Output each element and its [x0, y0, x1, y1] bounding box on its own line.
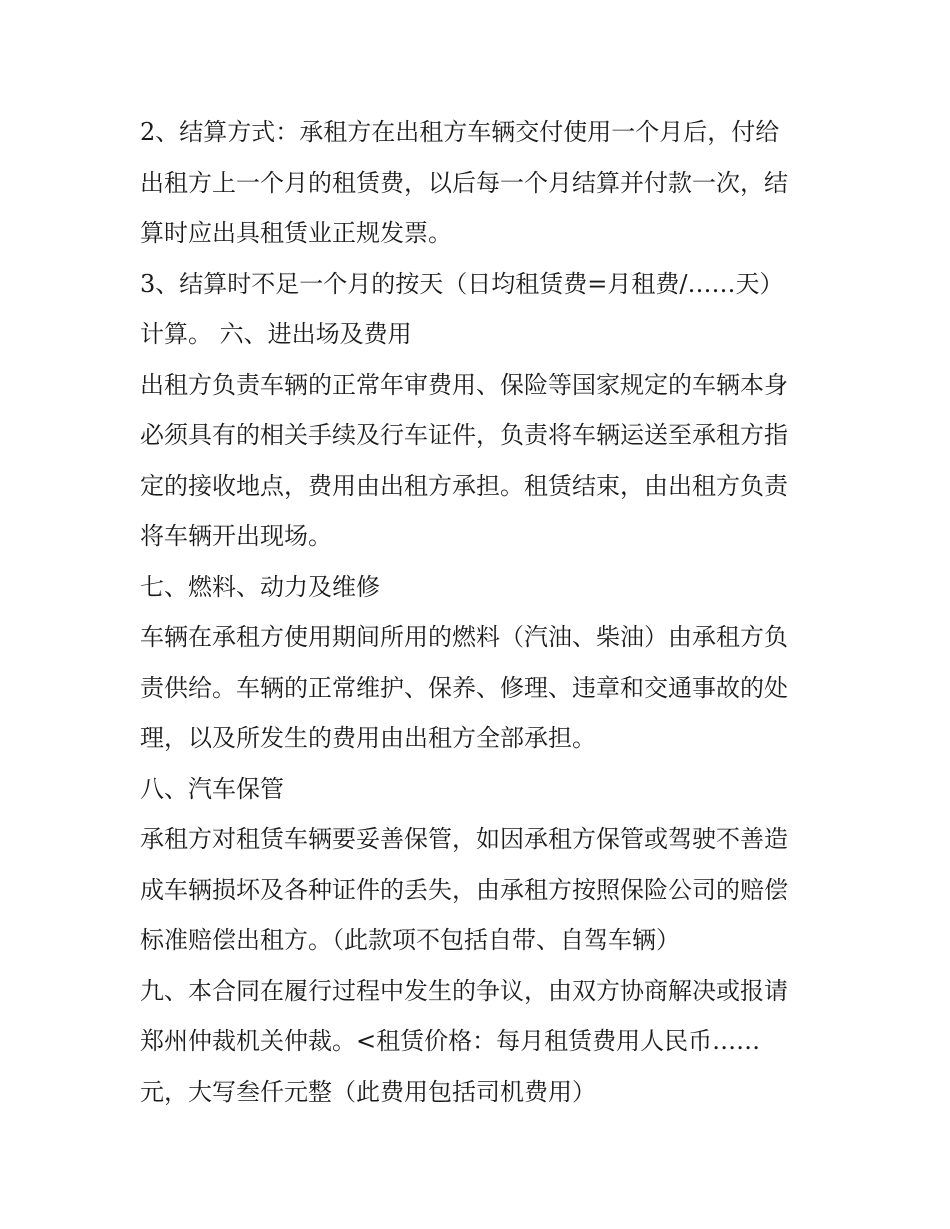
text-line-6: 出租方负责车辆的正常年审费用、保险等国家规定的车辆本身 — [140, 370, 788, 399]
text-line-4: 3、结算时不足一个月的按天（日均租赁费=月租费/……天） — [140, 269, 784, 298]
text-line-20: 元，大写叁仟元整（此费用包括司机费用） — [140, 1077, 596, 1106]
text-line-2: 出租方上一个月的租赁费，以后每一个月结算并付款一次，结 — [140, 168, 788, 197]
text-line-9: 将车辆开出现场。 — [140, 522, 332, 550]
text-line-7: 必须具有的相关手续及行车证件，负责将车辆运送至承租方指 — [140, 421, 788, 449]
section-heading-8: 八、汽车保管 — [140, 774, 284, 803]
text-line-15: 承租方对租赁车辆要妥善保管，如因承租方保管或驾驶不善造 — [140, 825, 788, 853]
text-line-1: 2、结算方式：承租方在出租方车辆交付使用一个月后，付给 — [140, 118, 780, 146]
text-line-12: 责供给。车辆的正常维护、保养、修理、违章和交通事故的处 — [140, 673, 788, 702]
text-line-8: 定的接收地点，费用由出租方承担。租赁结束，由出租方负责 — [140, 471, 788, 500]
text-line-3: 算时应出具租赁业正规发票。 — [140, 219, 452, 247]
text-line-19: 郑州仲裁机关仲裁。<租赁价格：每月租赁费用人民币…… — [140, 1027, 761, 1055]
text-line-5: 计算。 六、进出场及费用 — [140, 320, 412, 348]
text-line-17: 标准赔偿出租方。（此款项不包括自带、自驾车辆） — [140, 926, 680, 954]
text-line-13: 理，以及所发生的费用由出租方全部承担。 — [140, 724, 596, 752]
text-line-16: 成车辆损坏及各种证件的丢失，由承租方按照保险公司的赔偿 — [140, 875, 788, 904]
section-heading-7: 七、燃料、动力及维修 — [140, 572, 380, 601]
contract-text — [140, 107, 830, 1117]
text-line-18: 九、本合同在履行过程中发生的争议，由双方协商解决或报请 — [140, 976, 788, 1005]
text-line-11: 车辆在承租方使用期间所用的燃料（汽油、柴油）由承租方负 — [140, 623, 788, 651]
